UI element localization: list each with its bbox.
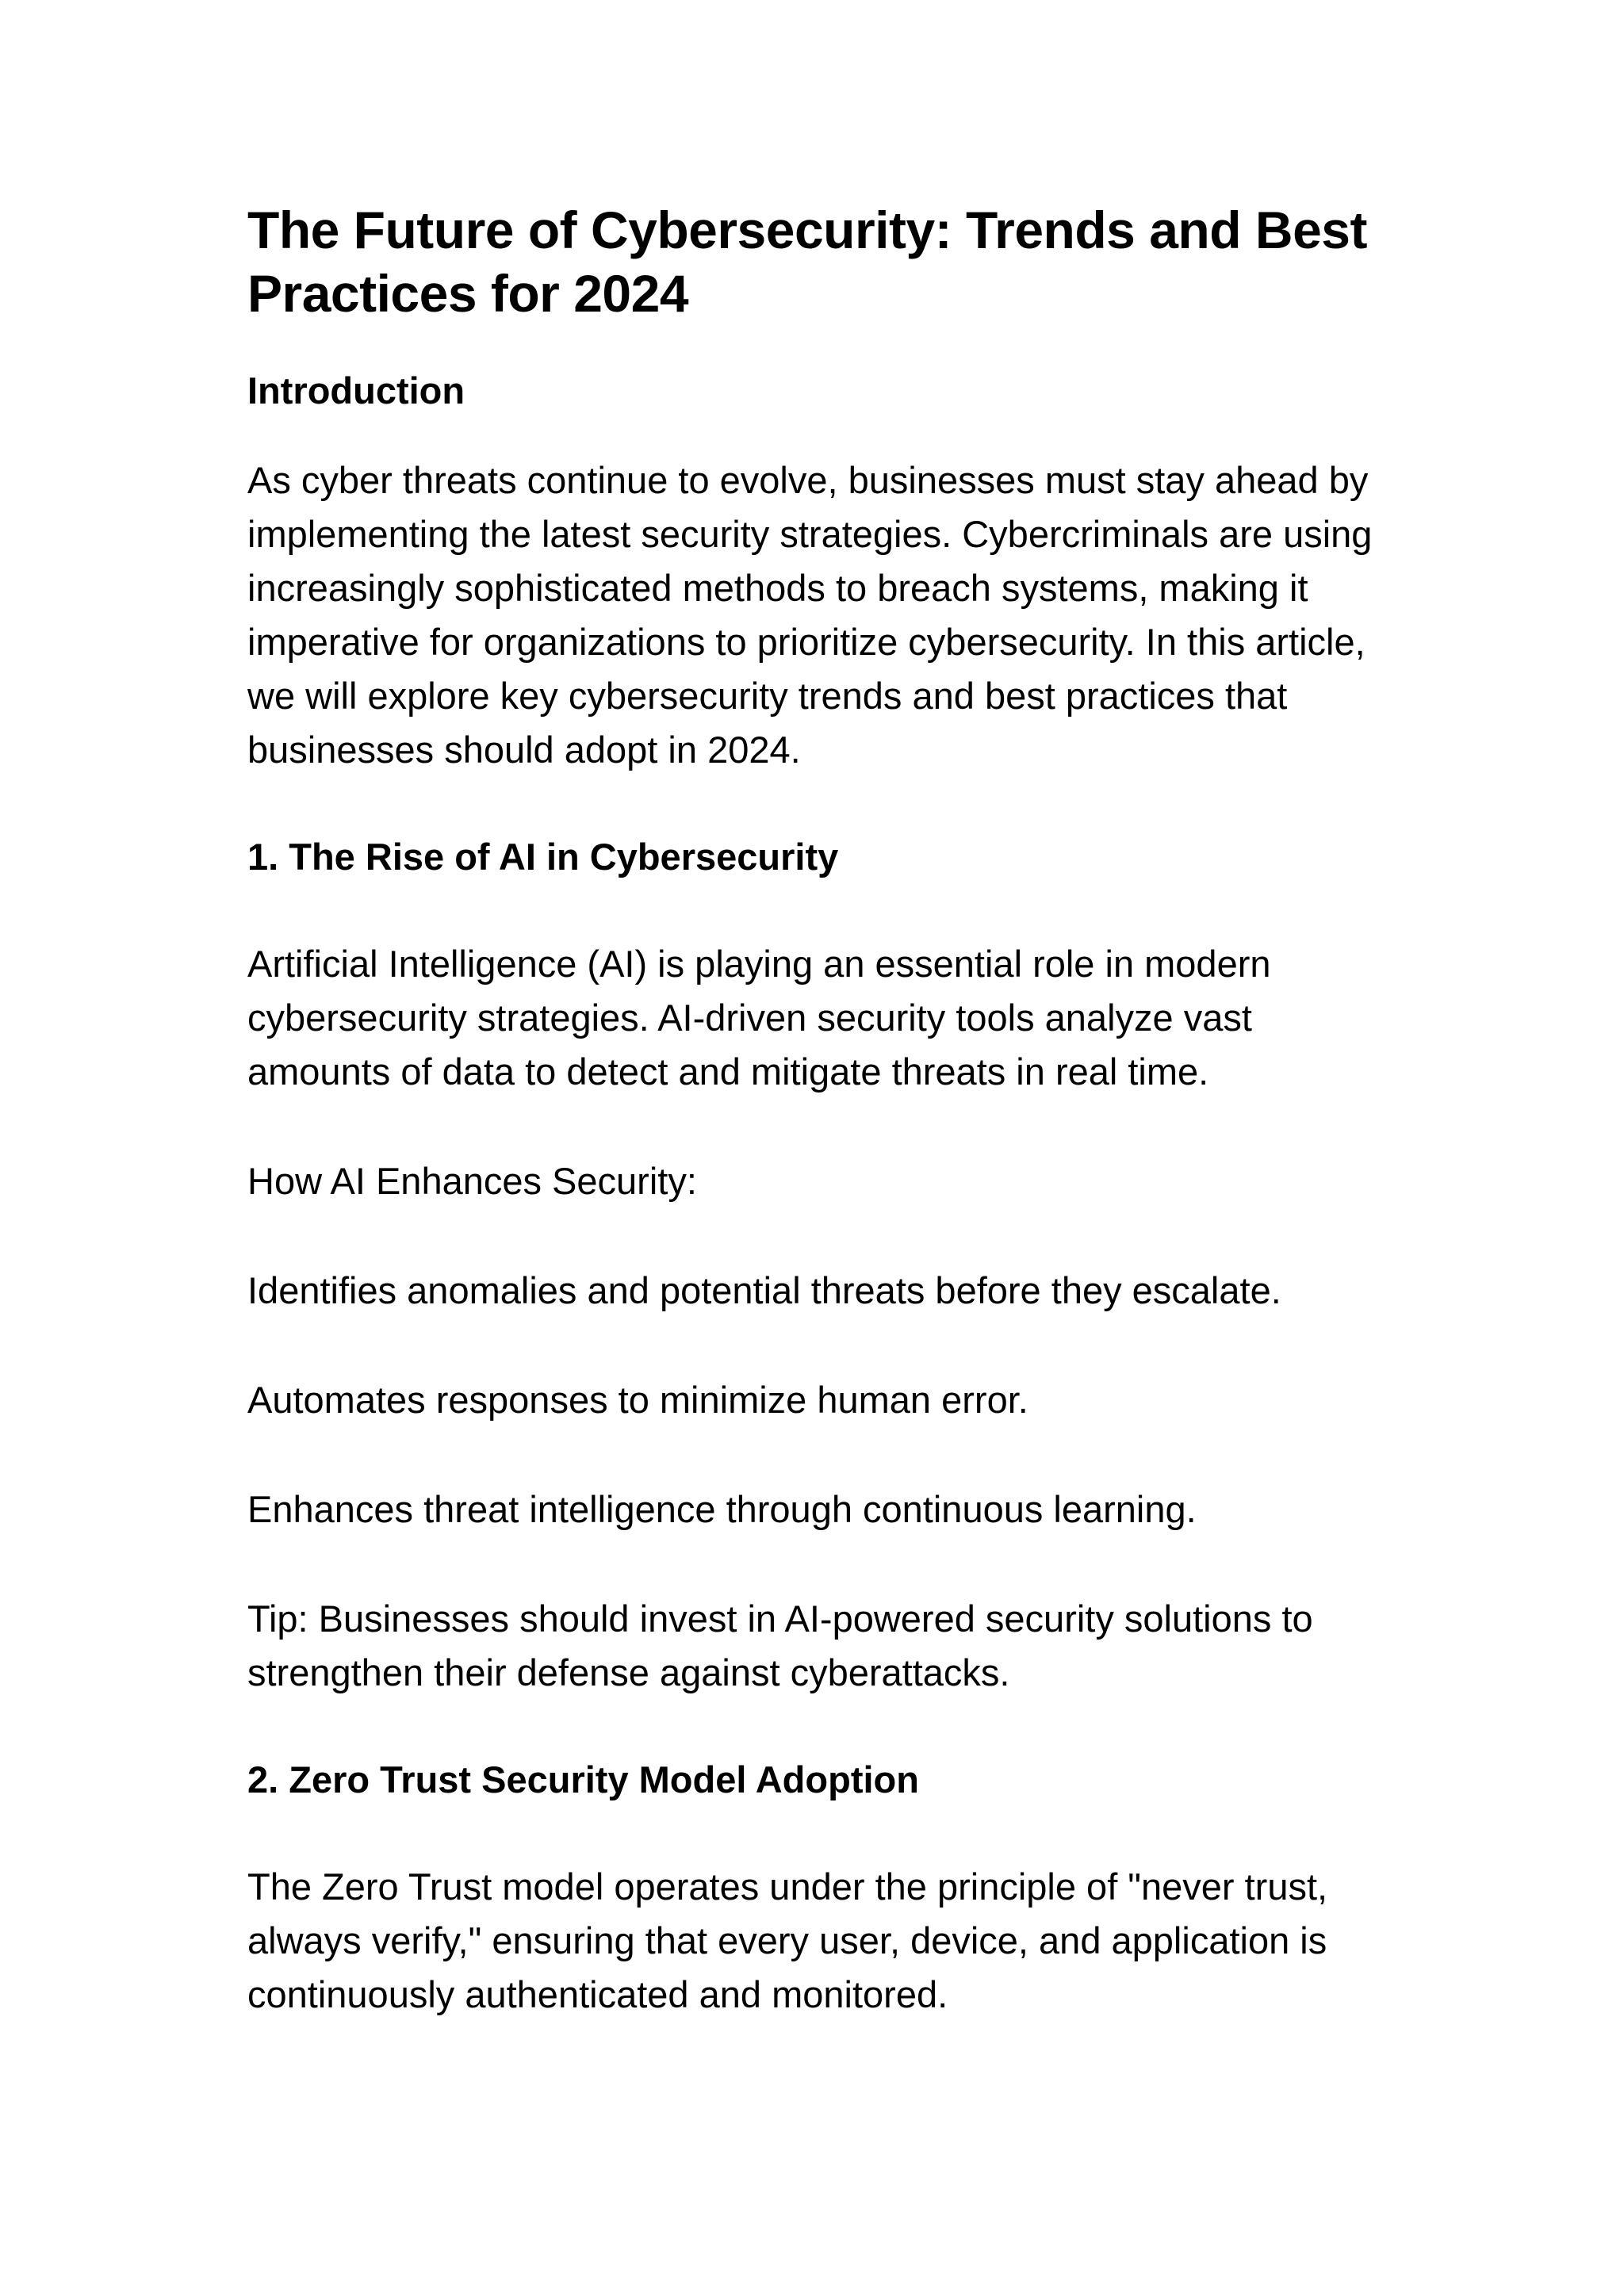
introduction-paragraph: As cyber threats continue to evolve, businesses must stay ahead by implementing the latest security strategies. Cybercriminals are using increasingly sophisticated methods to breach systems, making it imperative for organizations to prioritize cybersecurity. In this article, we will explore key cybersecurity trends and best practices that businesses should adopt in 2024. xyxy=(247,459,1373,771)
section-1-point: Identifies anomalies and potential threats before they escalate. xyxy=(247,1269,1281,1311)
section-1-tip: Tip: Businesses should invest in AI-powered security solutions to strengthen their defense against cyberattacks. xyxy=(247,1598,1313,1693)
section-2-heading: 2. Zero Trust Security Model Adoption xyxy=(247,1758,919,1800)
document-body xyxy=(247,198,1397,2022)
introduction-heading: Introduction xyxy=(247,369,465,411)
section-1-paragraph: Artificial Intelligence (AI) is playing an essential role in modern cybersecurity strategies. AI-driven security tools analyze vast amounts of data to detect and mitigate threats in real time. xyxy=(247,943,1271,1093)
section-1-point: Enhances threat intelligence through continuous learning. xyxy=(247,1488,1197,1530)
page-title: The Future of Cybersecurity: Trends and Best Practices for 2024 xyxy=(247,201,1367,323)
section-1-point: Automates responses to minimize human error. xyxy=(247,1379,1028,1421)
section-2-paragraph: The Zero Trust model operates under the principle of "never trust, always verify," ensuring that every user, device, and application is continuously authenticated and monitored. xyxy=(247,1866,1328,2015)
section-1-subheading: How AI Enhances Security: xyxy=(247,1160,697,1202)
section-1-heading: 1. The Rise of AI in Cybersecurity xyxy=(247,836,839,878)
